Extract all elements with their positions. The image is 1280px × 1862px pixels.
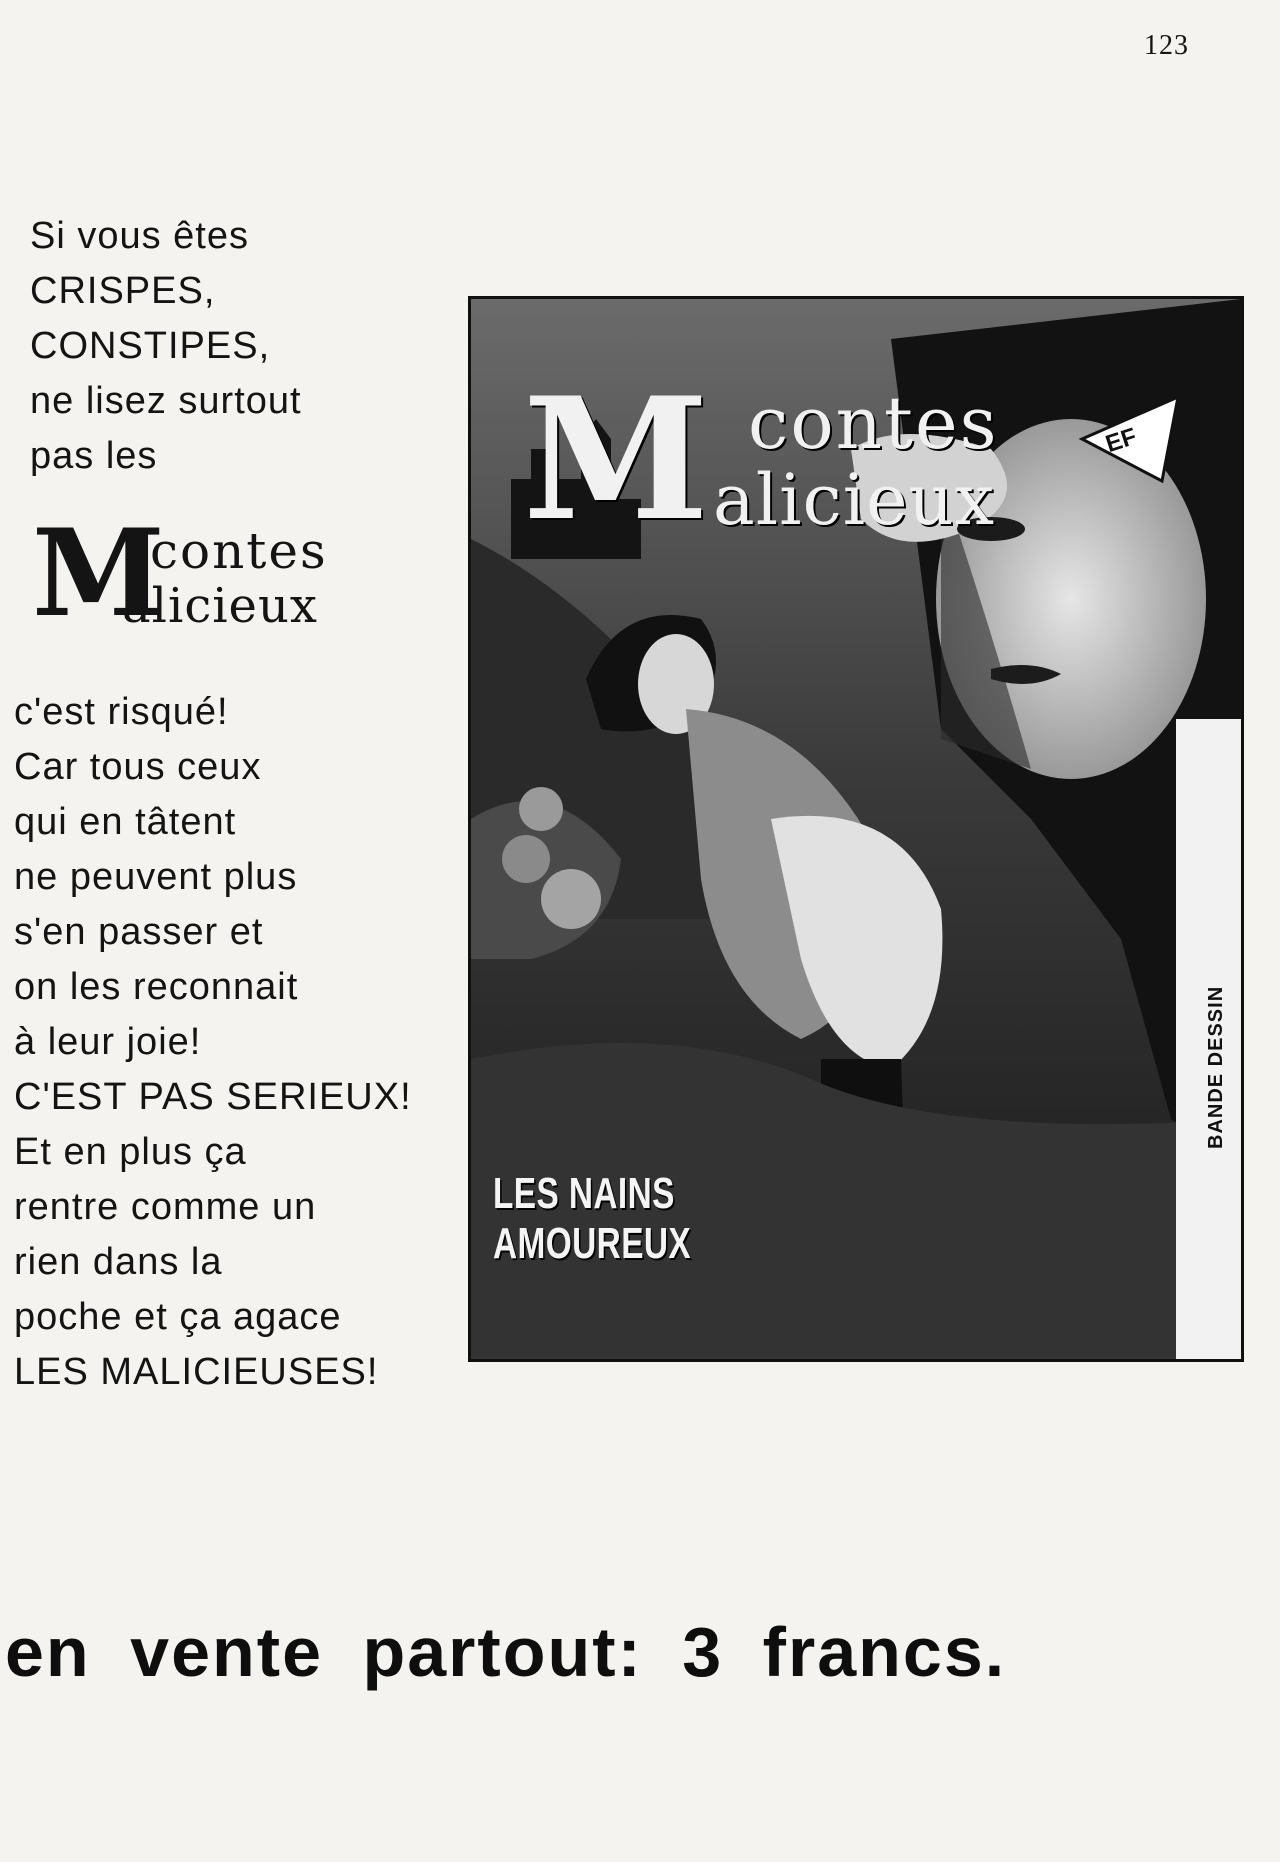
contes-malicieux-logo <box>32 503 362 644</box>
body-line: ne peuvent plus <box>14 856 298 898</box>
intro-line: Si vous êtes <box>30 215 249 257</box>
intro-line: CRISPES, <box>30 270 216 312</box>
body-line: rien dans la <box>14 1241 223 1283</box>
comic-cover <box>468 296 1244 1362</box>
page-number: 123 <box>1144 30 1189 61</box>
body-line: poche et ça agace <box>14 1296 342 1338</box>
body-line: c'est risqué! <box>14 691 229 733</box>
body-line: rentre comme un <box>14 1186 317 1228</box>
cover-logo-big-letter: M <box>523 360 709 558</box>
logo-word-contes: contes <box>150 522 328 580</box>
body-line: C'EST PAS SERIEUX! <box>14 1076 412 1118</box>
cover-badge-text: EF <box>1102 422 1140 459</box>
body-line: Car tous ceux <box>14 746 262 788</box>
cover-logo-word-contes: contes <box>748 381 999 465</box>
body-line: Et en plus ça <box>14 1131 247 1173</box>
cover-logo <box>523 360 1083 561</box>
body-line: on les reconnait <box>14 966 299 1008</box>
cover-title-line: AMOUREUX <box>493 1219 692 1268</box>
body-text-block <box>14 685 474 1400</box>
footer-slogan: en vente partout: 3 francs. <box>5 1613 1007 1691</box>
logo-big-letter: M <box>32 503 165 644</box>
cover-side-label: BANDE DESSIN <box>1205 985 1227 1149</box>
body-line: à leur joie! <box>14 1021 202 1063</box>
cover-badge <box>1076 391 1186 487</box>
cover-logo-word-alicieux: alicieux <box>713 459 996 541</box>
intro-line: CONSTIPES, <box>30 325 271 367</box>
body-line: s'en passer et <box>14 911 264 953</box>
logo-word-alicieux: alicieux <box>122 578 318 634</box>
intro-line: pas les <box>30 435 158 477</box>
cover-title-line: LES NAINS <box>493 1169 675 1218</box>
intro-line: ne lisez surtout <box>30 380 302 422</box>
cover-dwarf-2 <box>502 835 550 883</box>
body-line: qui en tâtent <box>14 801 237 843</box>
cover-title <box>493 1169 691 1269</box>
cover-dwarf-1 <box>519 787 563 831</box>
intro-text-block <box>30 209 390 484</box>
body-line: LES MALICIEUSES! <box>14 1351 379 1393</box>
cover-dwarf-3 <box>541 869 601 929</box>
